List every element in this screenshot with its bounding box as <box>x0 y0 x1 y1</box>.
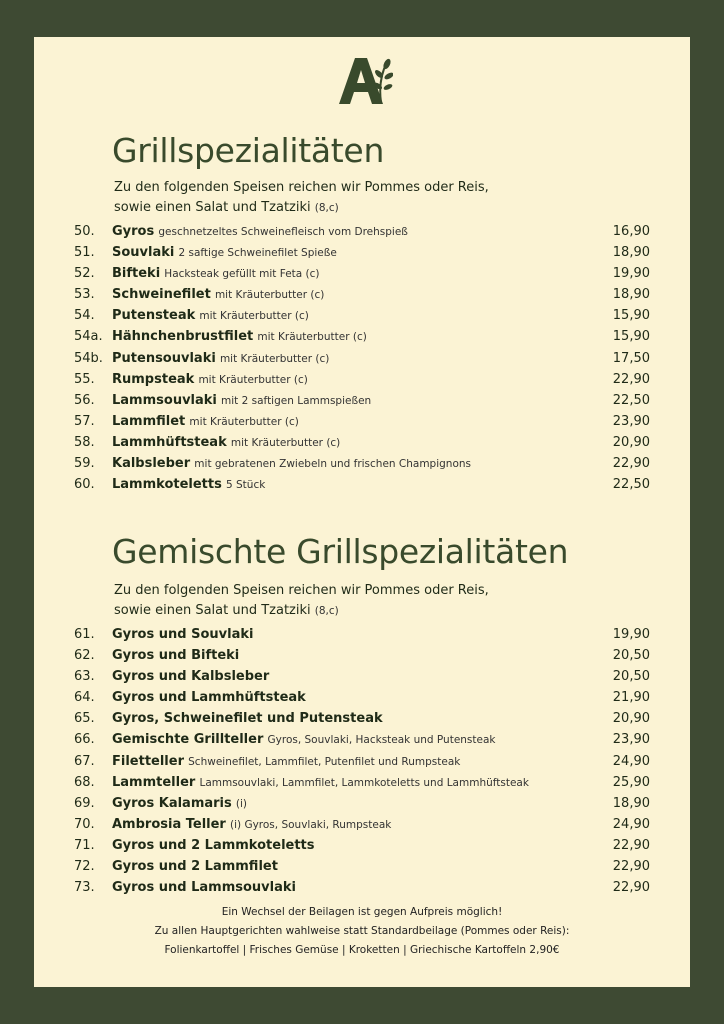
item-name: Gyros und Lammsouvlaki <box>112 880 296 896</box>
menu-item <box>34 772 690 793</box>
allergen-note: (8,c) <box>314 605 339 617</box>
item-dish <box>112 687 306 709</box>
item-price: 15,90 <box>612 329 650 345</box>
item-dish <box>112 814 391 836</box>
menu-list <box>34 624 690 898</box>
item-description: 5 Stück <box>226 479 266 492</box>
menu-item <box>34 305 690 326</box>
item-number: 54a. <box>74 329 103 345</box>
item-price: 24,90 <box>612 816 650 832</box>
item-number: 63. <box>74 669 95 685</box>
intro-line: Zu den folgenden Speisen reichen wir Pommes oder Reis, <box>114 583 489 598</box>
item-price: 20,90 <box>612 711 650 727</box>
item-dish <box>112 242 337 264</box>
item-description: (i) Gyros, Souvlaki, Rumpsteak <box>230 818 392 831</box>
item-name: Gemischte Grillteller <box>112 732 264 748</box>
item-dish <box>112 390 371 412</box>
item-number: 70. <box>74 816 95 832</box>
item-number: 54. <box>74 308 95 324</box>
item-name: Rumpsteak <box>112 371 195 387</box>
menu-item <box>34 348 690 369</box>
item-name: Lammfilet <box>112 413 186 429</box>
menu-item <box>34 624 690 645</box>
item-name: Bifteki <box>112 266 161 282</box>
item-description: mit Kräuterbutter (c) <box>219 352 330 365</box>
item-price: 24,90 <box>612 753 650 769</box>
menu-item <box>34 326 690 347</box>
item-price: 22,50 <box>612 392 650 408</box>
item-price: 15,90 <box>612 308 650 324</box>
menu-item <box>34 221 690 242</box>
menu-item <box>34 474 690 495</box>
intro-line: sowie einen Salat und Tzatziki (8,c) <box>114 200 339 215</box>
item-dish <box>112 263 320 285</box>
item-number: 68. <box>74 774 95 790</box>
item-number: 51. <box>74 245 95 261</box>
item-price: 22,90 <box>612 456 650 472</box>
item-name: Gyros und 2 Lammkoteletts <box>112 837 315 853</box>
item-name: Gyros und Souvlaki <box>112 627 254 642</box>
item-price: 18,90 <box>612 287 650 303</box>
item-name: Gyros Kalamaris <box>112 795 232 811</box>
item-dish <box>112 369 308 391</box>
item-dish <box>112 856 278 878</box>
item-name: Gyros und Bifteki <box>112 648 240 664</box>
item-number: 71. <box>74 837 95 853</box>
item-dish <box>112 326 367 348</box>
menu-list <box>34 221 690 495</box>
item-number: 52. <box>74 266 95 282</box>
item-dish <box>112 411 299 433</box>
item-number: 59. <box>74 456 95 472</box>
item-name: Gyros und Lammhüftsteak <box>112 690 306 706</box>
menu-item <box>34 835 690 856</box>
item-number: 54b. <box>74 350 103 366</box>
item-price: 23,90 <box>612 413 650 429</box>
menu-item <box>34 856 690 877</box>
item-description: mit Kräuterbutter (c) <box>214 289 325 302</box>
item-number: 57. <box>74 413 95 429</box>
menu-item <box>34 390 690 411</box>
item-name: Kalbsleber <box>112 456 191 472</box>
item-number: 55. <box>74 371 95 387</box>
item-dish <box>112 877 296 899</box>
item-price: 22,90 <box>612 371 650 387</box>
item-name: Souvlaki <box>112 245 175 261</box>
item-price: 23,90 <box>612 732 650 748</box>
item-price: 20,50 <box>612 648 650 664</box>
item-dish <box>112 284 324 306</box>
item-dish <box>112 751 460 773</box>
item-number: 56. <box>74 392 95 408</box>
item-dish <box>112 221 408 243</box>
item-price: 21,90 <box>612 690 650 706</box>
footer-line: Ein Wechsel der Beilagen ist gegen Aufpreis möglich! <box>221 906 503 918</box>
item-description: mit gebratenen Zwiebeln und frischen Champignons <box>194 458 472 471</box>
item-price: 22,90 <box>612 880 650 896</box>
footer-line: Zu allen Hauptgerichten wahlweise statt Standardbeilage (Pommes oder Reis): <box>154 925 570 937</box>
item-dish <box>112 793 247 815</box>
item-number: 62. <box>74 648 95 664</box>
item-dish <box>112 348 329 370</box>
item-dish <box>112 453 471 475</box>
item-name: Gyros und 2 Lammfilet <box>112 859 278 875</box>
menu-item <box>34 729 690 750</box>
item-name: Schweinefilet <box>112 287 211 303</box>
item-number: 66. <box>74 732 95 748</box>
item-dish <box>112 432 340 454</box>
item-price: 25,90 <box>612 774 650 790</box>
item-dish <box>112 772 529 794</box>
item-price: 18,90 <box>612 795 650 811</box>
item-number: 58. <box>74 434 95 450</box>
menu-item <box>34 645 690 666</box>
menu-item <box>34 284 690 305</box>
item-number: 64. <box>74 690 95 706</box>
item-number: 65. <box>74 711 95 727</box>
intro-line: sowie einen Salat und Tzatziki (8,c) <box>114 603 339 618</box>
item-description: geschnetzeltes Schweinefleisch vom Drehspieß <box>158 226 408 238</box>
menu-item <box>34 369 690 390</box>
item-dish <box>112 729 496 751</box>
item-number: 72. <box>74 859 95 875</box>
item-name: Lammsouvlaki <box>112 392 217 408</box>
item-name: Ambrosia Teller <box>112 816 226 832</box>
menu-item <box>34 411 690 432</box>
menu-item <box>34 263 690 284</box>
item-price: 20,90 <box>612 434 650 450</box>
item-price: 17,50 <box>612 350 650 366</box>
item-description: mit Kräuterbutter (c) <box>199 310 309 323</box>
item-description: Hacksteak gefüllt mit Feta (c) <box>164 268 320 281</box>
item-price: 19,90 <box>612 627 650 642</box>
menu-item <box>34 687 690 708</box>
item-number: 50. <box>74 224 95 239</box>
item-name: Hähnchenbrustfilet <box>112 329 254 345</box>
section-intro <box>114 178 489 218</box>
item-name: Putensteak <box>112 308 196 324</box>
menu-item <box>34 453 690 474</box>
item-dish <box>112 835 315 857</box>
item-description: mit Kräuterbutter (c) <box>189 415 299 428</box>
item-description: Lammsouvlaki, Lammfilet, Lammkoteletts und Lammhüftsteak <box>199 776 529 789</box>
item-dish <box>112 666 269 688</box>
item-description: mit Kräuterbutter (c) <box>230 436 341 449</box>
item-number: 67. <box>74 753 95 769</box>
item-description: (i) <box>235 797 248 810</box>
item-name: Putensouvlaki <box>112 350 216 366</box>
item-name: Gyros und Kalbsleber <box>112 669 270 685</box>
item-name: Lammteller <box>112 774 196 790</box>
item-price: 18,90 <box>612 245 650 261</box>
item-description: mit 2 saftigen Lammspießen <box>221 394 372 407</box>
item-name: Gyros, Schweinefilet und Putensteak <box>112 711 383 727</box>
item-name: Gyros <box>112 224 155 239</box>
footer-line: Folienkartoffel | Frisches Gemüse | Kroketten | Griechische Kartoffeln 2,90€ <box>164 944 560 956</box>
section-intro <box>114 581 489 621</box>
section-title: Grillspezialitäten <box>112 131 385 170</box>
item-dish <box>112 645 239 667</box>
item-dish <box>112 708 383 730</box>
item-name: Filetteller <box>112 753 184 769</box>
item-description: 2 saftige Schweinefilet Spieße <box>178 247 337 260</box>
item-dish <box>112 474 265 496</box>
section-title: Gemischte Grillspezialitäten <box>112 532 569 571</box>
item-price: 22,90 <box>612 837 650 853</box>
menu-item <box>34 242 690 263</box>
restaurant-logo-icon <box>331 52 393 106</box>
item-name: Lammkoteletts <box>112 477 222 493</box>
item-number: 73. <box>74 880 95 896</box>
item-number: 61. <box>74 627 95 642</box>
intro-line: Zu den folgenden Speisen reichen wir Pommes oder Reis, <box>114 180 489 195</box>
item-description: Gyros, Souvlaki, Hacksteak und Putensteak <box>267 734 496 747</box>
item-price: 22,90 <box>612 859 650 875</box>
item-description: mit Kräuterbutter (c) <box>198 373 308 386</box>
item-name: Lammhüftsteak <box>112 434 227 450</box>
item-description: mit Kräuterbutter (c) <box>257 331 367 344</box>
item-dish <box>112 624 253 646</box>
menu-item <box>34 751 690 772</box>
menu-item <box>34 708 690 729</box>
item-dish <box>112 305 309 327</box>
item-description: Schweinefilet, Lammfilet, Putenfilet und Rumpsteak <box>188 755 461 768</box>
menu-item <box>34 432 690 453</box>
item-number: 53. <box>74 287 95 303</box>
menu-item <box>34 666 690 687</box>
menu-item <box>34 814 690 835</box>
menu-page <box>34 37 690 987</box>
item-price: 16,90 <box>612 224 650 239</box>
item-price: 22,50 <box>612 477 650 493</box>
item-number: 60. <box>74 477 95 493</box>
item-price: 20,50 <box>612 669 650 685</box>
item-number: 69. <box>74 795 95 811</box>
menu-item <box>34 877 690 898</box>
footer-notes <box>34 903 690 960</box>
allergen-note: (8,c) <box>314 202 339 214</box>
menu-item <box>34 793 690 814</box>
item-price: 19,90 <box>612 266 650 282</box>
